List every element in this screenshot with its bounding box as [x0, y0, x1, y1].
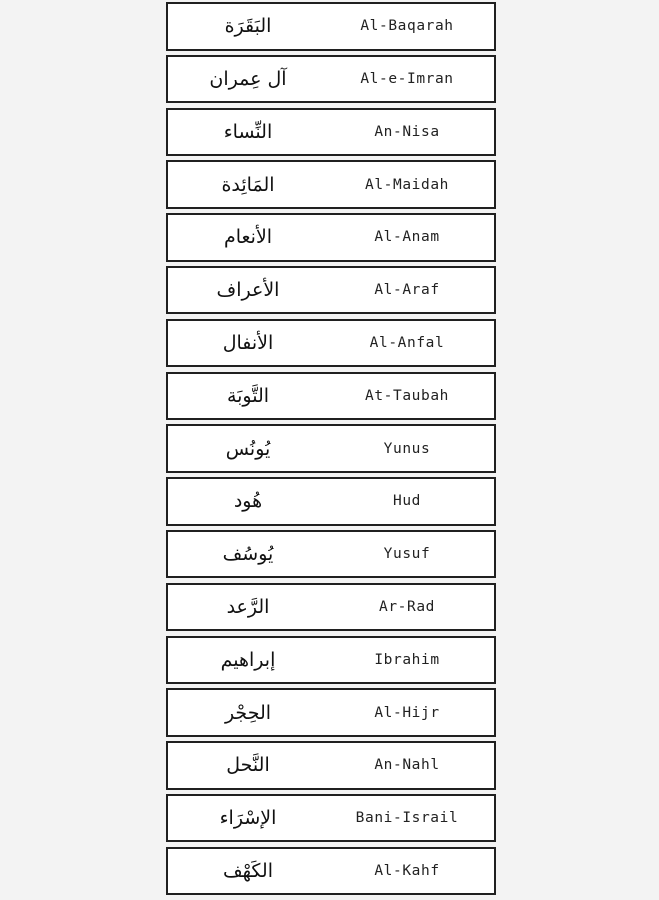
surah-arabic-name: الأعراف: [216, 279, 280, 302]
surah-arabic-name: هُود: [233, 490, 263, 513]
surah-arabic-name: الأنفال: [222, 332, 274, 355]
surah-transliterated-name: Al-Hijr: [374, 704, 440, 721]
surah-transliterated-name: Al-e-Imran: [360, 71, 454, 88]
surah-list-item[interactable]: [166, 741, 496, 790]
surah-arabic-name: يُونُس: [225, 437, 271, 460]
surah-transliterated-name: Yunus: [383, 440, 431, 457]
surah-transliterated-name: An-Nahl: [374, 757, 440, 774]
surah-list-item[interactable]: [166, 794, 496, 843]
surah-transliterated-name: At-Taubah: [365, 387, 449, 404]
surah-transliterated-name: Al-Kahf: [374, 863, 440, 879]
surah-list: [166, 2, 496, 900]
surah-transliterated-name: Yusuf: [383, 546, 431, 563]
surah-transliterated-name: Al-Maidah: [365, 176, 449, 193]
surah-arabic-name: البَقَرَة: [224, 15, 272, 38]
surah-list-item[interactable]: [166, 477, 496, 526]
surah-arabic-name: الحِجْر: [224, 701, 272, 724]
surah-transliterated-name: Al-Anfal: [369, 335, 445, 352]
surah-arabic-name: الأنعام: [223, 226, 273, 249]
surah-list-item[interactable]: [166, 424, 496, 473]
surah-arabic-name: إبراهيم: [220, 648, 276, 671]
surah-arabic-name: يُوسُف: [222, 543, 274, 566]
surah-transliterated-name: Ibrahim: [374, 651, 440, 668]
surah-list-item[interactable]: [166, 108, 496, 157]
surah-transliterated-name: An-Nisa: [374, 123, 440, 140]
surah-list-item[interactable]: [166, 55, 496, 104]
surah-arabic-name: التَّوبَة: [226, 384, 270, 407]
surah-list-item[interactable]: [166, 636, 496, 685]
surah-arabic-name: الكَهْف: [223, 860, 273, 882]
surah-arabic-name: الرَّعد: [226, 596, 270, 619]
surah-transliterated-name: Al-Araf: [374, 282, 440, 299]
surah-list-item[interactable]: [166, 688, 496, 737]
surah-transliterated-name: Hud: [393, 493, 421, 510]
surah-arabic-name: النَّحل: [226, 754, 270, 777]
surah-transliterated-name: Ar-Rad: [379, 599, 435, 616]
surah-arabic-name: الإسْرَاء: [219, 807, 277, 830]
surah-transliterated-name: Al-Anam: [374, 229, 440, 246]
surah-arabic-name: المَائِدة: [221, 173, 275, 196]
surah-arabic-name: النِّساء: [223, 120, 273, 143]
surah-list-item[interactable]: [166, 266, 496, 315]
surah-list-item[interactable]: [166, 2, 496, 51]
surah-list-item[interactable]: [166, 372, 496, 421]
surah-list-item[interactable]: [166, 847, 496, 896]
surah-transliterated-name: Bani-Israil: [355, 810, 459, 827]
surah-list-item[interactable]: [166, 213, 496, 262]
surah-list-item[interactable]: [166, 319, 496, 368]
surah-transliterated-name: Al-Baqarah: [360, 18, 454, 35]
surah-list-item[interactable]: [166, 530, 496, 579]
surah-list-item[interactable]: [166, 160, 496, 209]
surah-arabic-name: آل عِمران: [209, 68, 287, 91]
surah-list-item[interactable]: [166, 583, 496, 632]
